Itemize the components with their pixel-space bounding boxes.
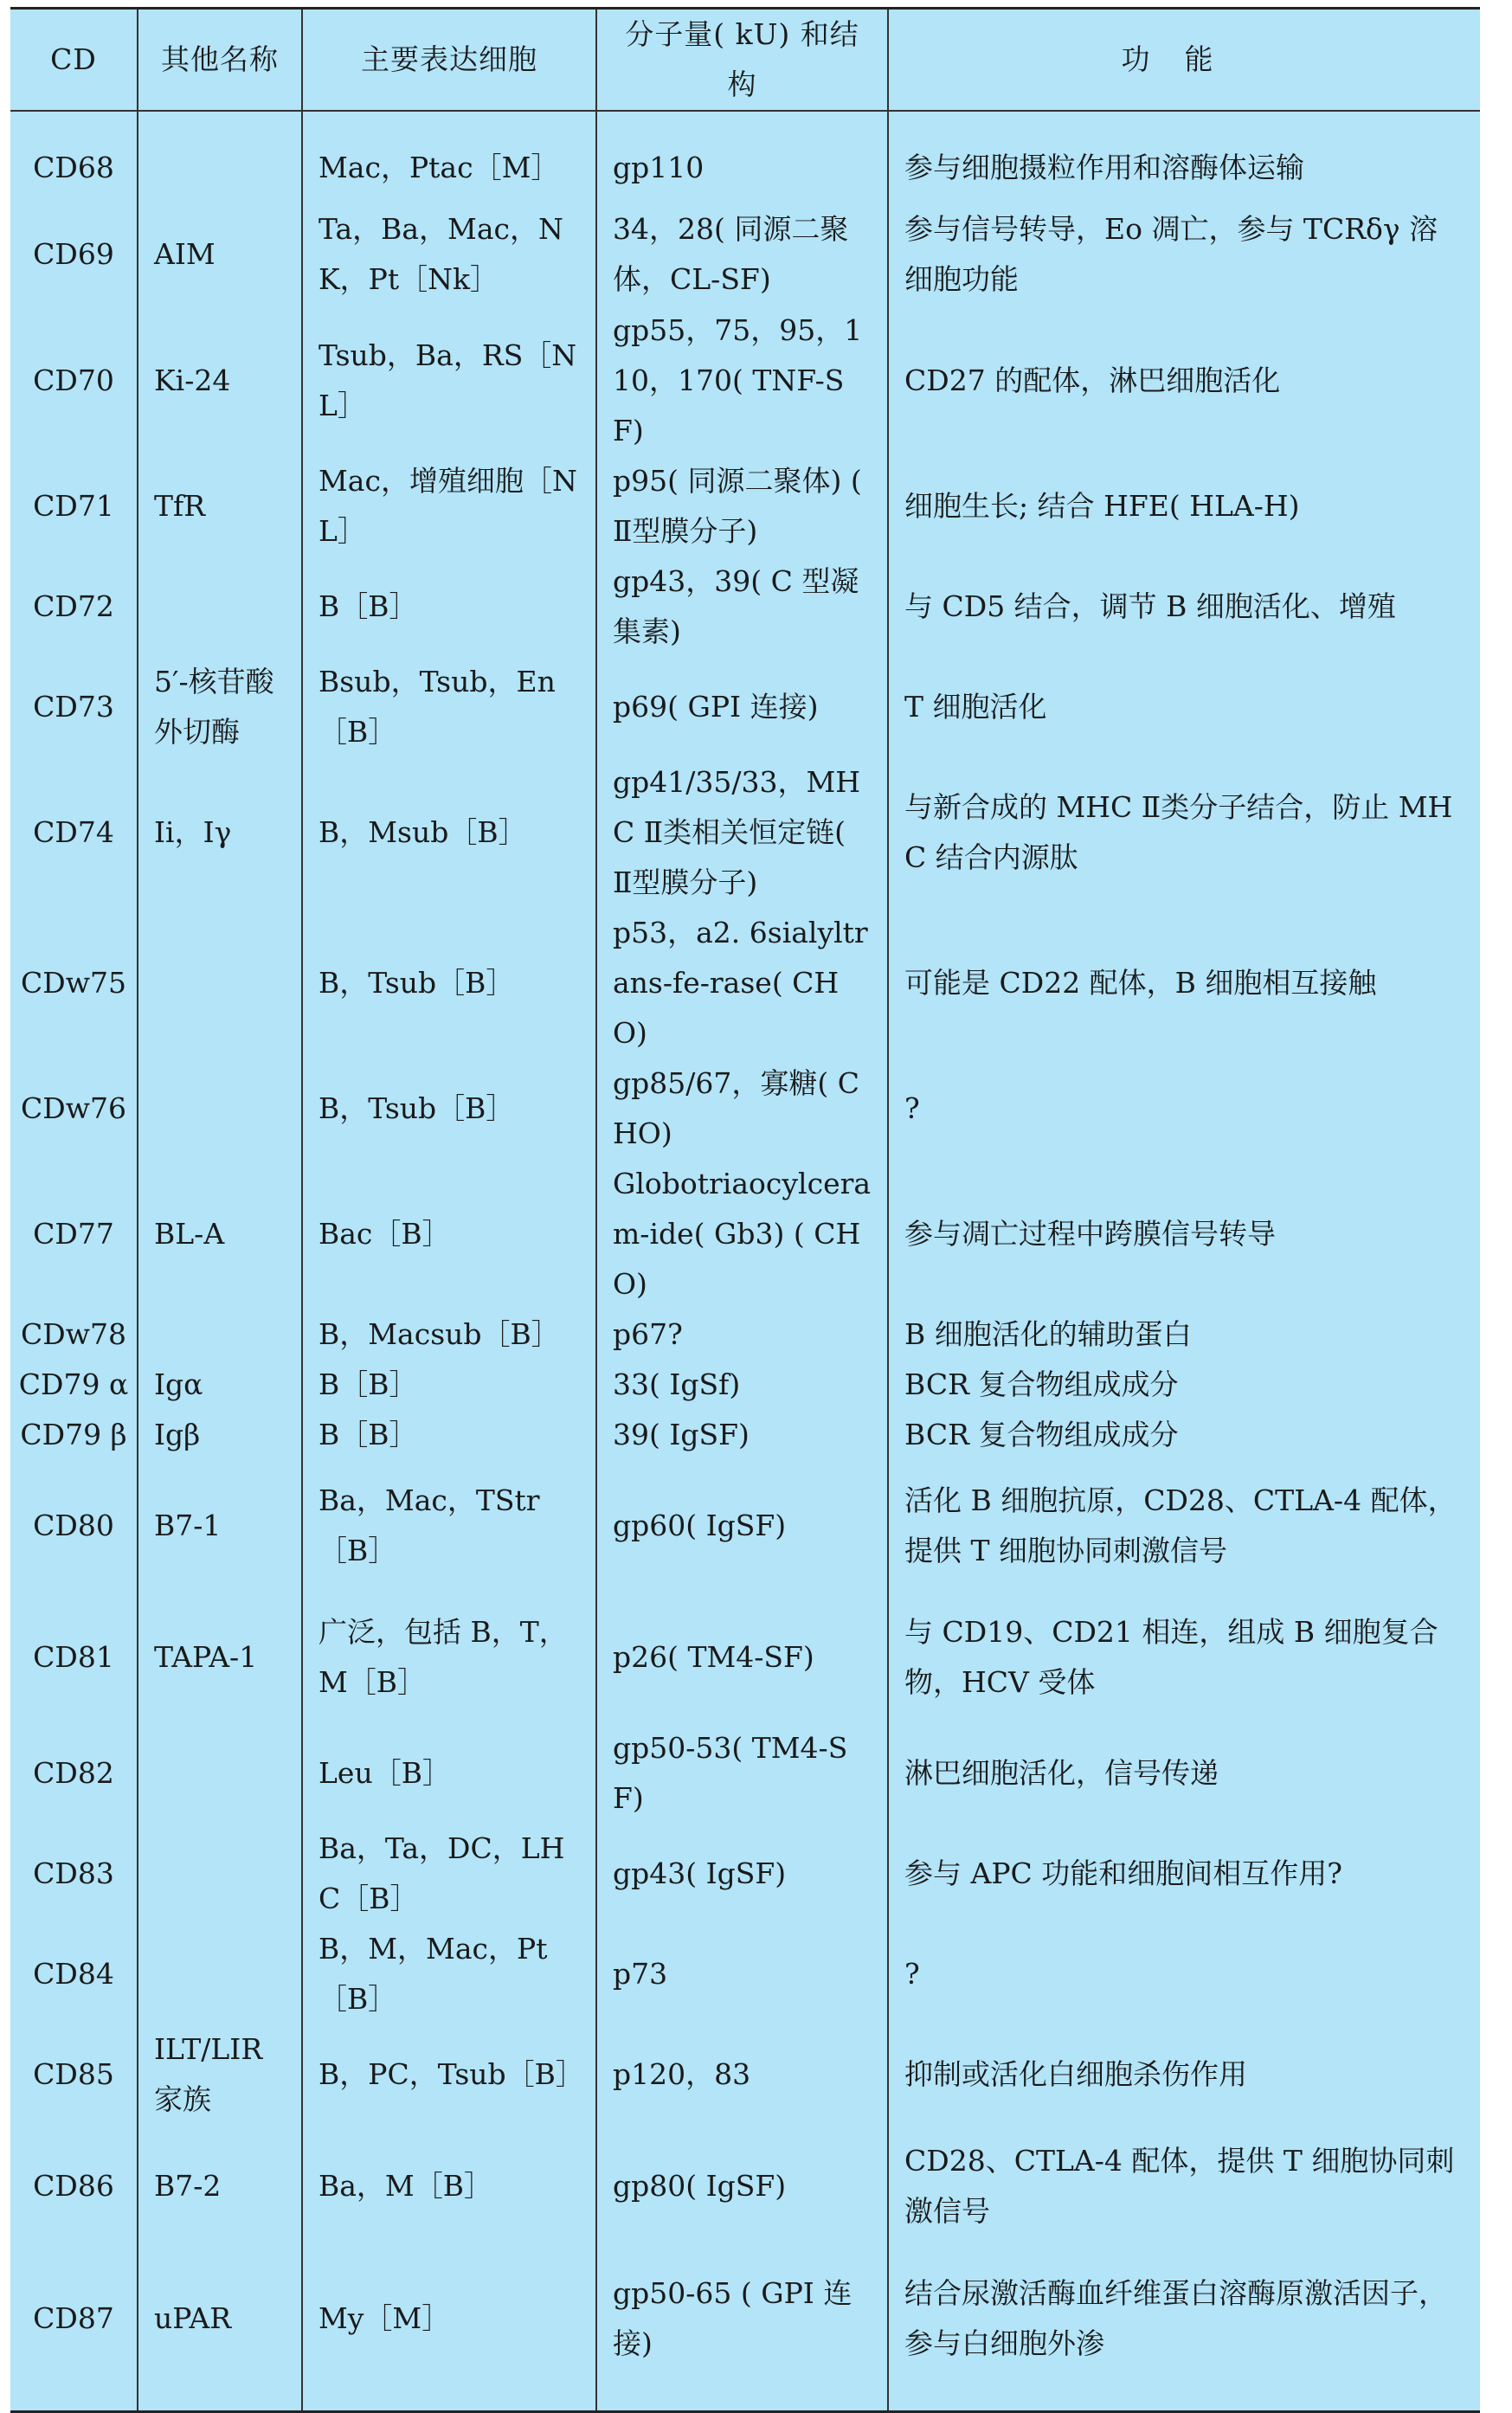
- cell-function: 参与 APC 功能和细胞间相互作用?: [888, 1824, 1480, 1924]
- cell-expression-cells: Ba，M［B］: [302, 2125, 596, 2248]
- cell-function: ?: [888, 1924, 1480, 2024]
- cell-cd: CDw75: [21, 966, 126, 1000]
- cell-mw-structure: gp43，39( C 型凝集素): [596, 557, 888, 657]
- table-row: [10, 1824, 1480, 1924]
- cd-molecule-table: [10, 10, 1480, 2410]
- cell-mw-structure: 34，28( 同源二聚体，CL-SF): [596, 203, 888, 306]
- cell-function: BCR 复合物组成成分: [888, 1410, 1480, 1460]
- cell-function: 结合尿激活酶血纤维蛋白溶酶原激活因子，参与白细胞外渗: [888, 2248, 1480, 2410]
- cell-function: 抑制或活化白细胞杀伤作用: [888, 2024, 1480, 2125]
- cell-expression-cells: Tsub，Ba，RS［NL］: [302, 306, 596, 456]
- cell-cd: CD82: [33, 1756, 114, 1790]
- cell-other-name: B7-2: [138, 2125, 302, 2248]
- cell-other-name: [138, 1309, 302, 1360]
- table-row: [10, 1309, 1480, 1360]
- header-mw-structure: 分子量( kU) 和结构: [596, 10, 888, 111]
- cell-cd: CD79 β: [20, 1418, 127, 1451]
- cell-expression-cells: B，Macsub［B］: [302, 1309, 596, 1360]
- cell-function: CD27 的配体，淋巴细胞活化: [888, 306, 1480, 456]
- cell-cd: CD84: [33, 1957, 114, 1991]
- table-row: [10, 1723, 1480, 1824]
- cell-function: 可能是 CD22 配体，B 细胞相互接触: [888, 908, 1480, 1059]
- cell-function: 细胞生长; 结合 HFE( HLA-H): [888, 456, 1480, 557]
- table-row: [10, 1360, 1480, 1410]
- cell-mw-structure: p73: [596, 1924, 888, 2024]
- cell-mw-structure: p95( 同源二聚体) ( Ⅱ型膜分子): [596, 456, 888, 557]
- cell-function: 与 CD5 结合，调节 B 细胞活化、增殖: [888, 557, 1480, 657]
- cell-cd: CD81: [33, 1640, 114, 1674]
- table-row: [10, 1924, 1480, 2024]
- cell-expression-cells: Ba，Ta，DC，LHC［B］: [302, 1824, 596, 1924]
- table-row: [10, 203, 1480, 306]
- table-row: [10, 111, 1480, 203]
- cell-function: B 细胞活化的辅助蛋白: [888, 1309, 1480, 1360]
- cell-other-name: TAPA-1: [138, 1592, 302, 1723]
- cell-mw-structure: gp60( IgSF): [596, 1460, 888, 1592]
- cell-mw-structure: p67?: [596, 1309, 888, 1360]
- cell-mw-structure: gp41/35/33，MHC Ⅱ类相关恒定链( Ⅱ型膜分子): [596, 757, 888, 908]
- cell-expression-cells: Ba，Mac，TStr［B］: [302, 1460, 596, 1592]
- table-row: [10, 2024, 1480, 2125]
- cell-mw-structure: p53，a2. 6sialyltrans-fe-rase( CHO): [596, 908, 888, 1059]
- cell-other-name: BL-A: [138, 1159, 302, 1309]
- cell-other-name: B7-1: [138, 1460, 302, 1592]
- cell-expression-cells: B［B］: [302, 1360, 596, 1410]
- cell-mw-structure: gp110: [596, 111, 888, 203]
- cell-function: 淋巴细胞活化，信号传递: [888, 1723, 1480, 1824]
- table-row: [10, 1592, 1480, 1723]
- cell-other-name: 5′-核苷酸外切酶: [138, 657, 302, 757]
- cell-other-name: TfR: [138, 456, 302, 557]
- cell-mw-structure: gp80( IgSF): [596, 2125, 888, 2248]
- table-row: [10, 2125, 1480, 2248]
- cell-expression-cells: B，Tsub［B］: [302, 1059, 596, 1159]
- table-row: [10, 1460, 1480, 1592]
- cell-mw-structure: gp55，75，95，110，170( TNF-SF): [596, 306, 888, 456]
- cell-expression-cells: Bsub，Tsub，En［B］: [302, 657, 596, 757]
- cell-mw-structure: p26( TM4-SF): [596, 1592, 888, 1723]
- cell-other-name: [138, 1059, 302, 1159]
- cell-other-name: uPAR: [138, 2248, 302, 2410]
- cell-expression-cells: Mac，Ptac［M］: [302, 111, 596, 203]
- cell-other-name: Ii，Iγ: [138, 757, 302, 908]
- cell-mw-structure: gp50-53( TM4-SF): [596, 1723, 888, 1824]
- cell-function: 参与信号转导，Eo 凋亡，参与 TCRδγ 溶细胞功能: [888, 203, 1480, 306]
- table-row: [10, 456, 1480, 557]
- cell-expression-cells: B［B］: [302, 1410, 596, 1460]
- table-row: [10, 1159, 1480, 1309]
- cell-other-name: ILT/LIR 家族: [138, 2024, 302, 2125]
- cell-mw-structure: gp43( IgSF): [596, 1824, 888, 1924]
- cell-cd: CD77: [33, 1217, 114, 1251]
- cell-mw-structure: Globotriaocylceram-ide( Gb3) ( CHO): [596, 1159, 888, 1309]
- cell-mw-structure: 33( IgSf): [596, 1360, 888, 1410]
- table-row: [10, 2248, 1480, 2410]
- cell-mw-structure: gp85/67，寡糖( CHO): [596, 1059, 888, 1159]
- cell-mw-structure: p69( GPI 连接): [596, 657, 888, 757]
- cell-expression-cells: My［M］: [302, 2248, 596, 2410]
- table-row: [10, 306, 1480, 456]
- cell-expression-cells: B，PC，Tsub［B］: [302, 2024, 596, 2125]
- cell-mw-structure: 39( IgSF): [596, 1410, 888, 1460]
- cell-cd: CD69: [33, 237, 114, 271]
- cell-other-name: [138, 557, 302, 657]
- cell-expression-cells: 广泛，包括 B，T，M［B］: [302, 1592, 596, 1723]
- cell-other-name: [138, 908, 302, 1059]
- cd-molecule-table-container: [10, 7, 1480, 2413]
- cell-expression-cells: Leu［B］: [302, 1723, 596, 1824]
- cell-cd: CD73: [33, 690, 114, 724]
- cell-expression-cells: B［B］: [302, 557, 596, 657]
- cell-function: 与 CD19、CD21 相连，组成 B 细胞复合物，HCV 受体: [888, 1592, 1480, 1723]
- cell-function: BCR 复合物组成成分: [888, 1360, 1480, 1410]
- cell-expression-cells: B，M，Mac，Pt［B］: [302, 1924, 596, 2024]
- cell-other-name: [138, 1824, 302, 1924]
- cell-cd: CD72: [33, 589, 114, 623]
- table-row: [10, 908, 1480, 1059]
- table-row: [10, 1059, 1480, 1159]
- table-row: [10, 1410, 1480, 1460]
- table-row: [10, 657, 1480, 757]
- cell-expression-cells: Ta，Ba，Mac，NK，Pt［Nk］: [302, 203, 596, 306]
- cell-other-name: [138, 1723, 302, 1824]
- header-function: 功能: [888, 10, 1480, 111]
- cell-cd: CDw78: [21, 1317, 126, 1351]
- cell-other-name: Ki-24: [138, 306, 302, 456]
- cell-cd: CD70: [33, 364, 114, 397]
- cell-cd: CDw76: [21, 1091, 126, 1125]
- cell-function: 与新合成的 MHC Ⅱ类分子结合，防止 MHC 结合内源肽: [888, 757, 1480, 908]
- cell-expression-cells: Bac［B］: [302, 1159, 596, 1309]
- table-body: [10, 111, 1480, 2410]
- cell-cd: CD86: [33, 2169, 114, 2203]
- cell-mw-structure: p120，83: [596, 2024, 888, 2125]
- cell-other-name: AIM: [138, 203, 302, 306]
- cell-cd: CD80: [33, 1509, 114, 1542]
- cell-other-name: Igα: [138, 1360, 302, 1410]
- table-row: [10, 557, 1480, 657]
- cell-cd: CD79 α: [18, 1367, 129, 1401]
- cell-function: 参与细胞摄粒作用和溶酶体运输: [888, 111, 1480, 203]
- cell-other-name: [138, 111, 302, 203]
- cell-expression-cells: B，Tsub［B］: [302, 908, 596, 1059]
- cell-cd: CD87: [33, 2301, 114, 2335]
- cell-other-name: Igβ: [138, 1410, 302, 1460]
- cell-cd: CD74: [33, 815, 114, 849]
- cell-function: ?: [888, 1059, 1480, 1159]
- cell-cd: CD83: [33, 1856, 114, 1890]
- cell-function: T 细胞活化: [888, 657, 1480, 757]
- cell-cd: CD71: [33, 489, 114, 523]
- cell-function: CD28、CTLA-4 配体，提供 T 细胞协同刺激信号: [888, 2125, 1480, 2248]
- cell-function: 参与凋亡过程中跨膜信号转导: [888, 1159, 1480, 1309]
- cell-cd: CD68: [33, 151, 114, 184]
- table-row: [10, 757, 1480, 908]
- header-cd: CD: [10, 10, 138, 111]
- cell-expression-cells: Mac，增殖细胞［NL］: [302, 456, 596, 557]
- cell-function: 活化 B 细胞抗原，CD28、CTLA-4 配体，提供 T 细胞协同刺激信号: [888, 1460, 1480, 1592]
- cell-cd: CD85: [33, 2057, 114, 2091]
- cell-other-name: [138, 1924, 302, 2024]
- cell-expression-cells: B，Msub［B］: [302, 757, 596, 908]
- table-header-row: [10, 10, 1480, 111]
- cell-mw-structure: gp50-65 ( GPI 连接): [596, 2248, 888, 2410]
- header-other-names: 其他名称: [138, 10, 302, 111]
- header-cells: 主要表达细胞: [302, 10, 596, 111]
